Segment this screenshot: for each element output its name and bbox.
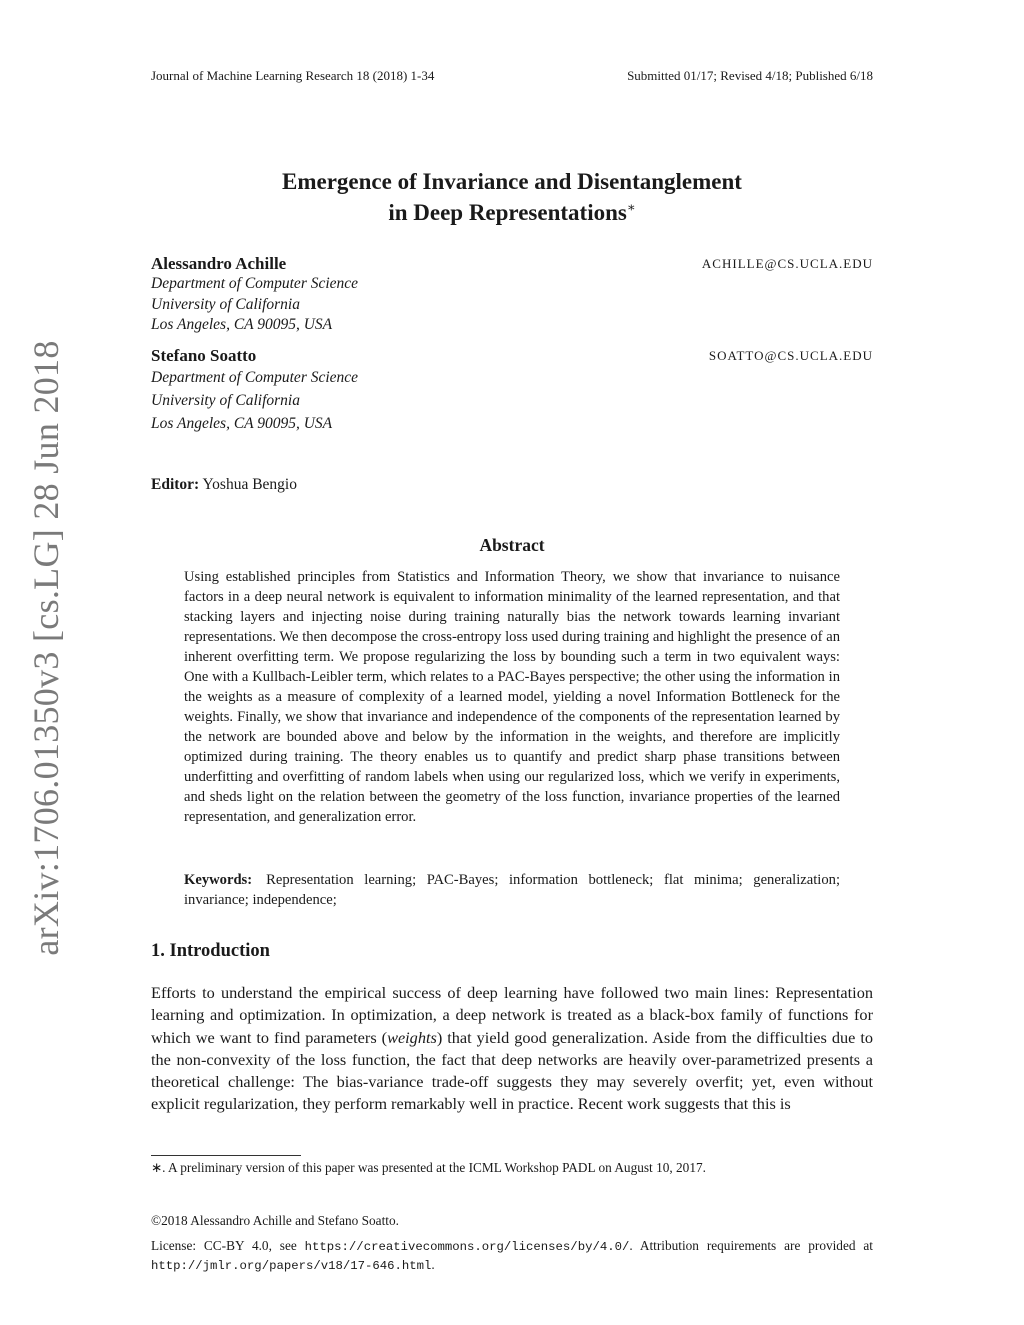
author-department: Department of Computer Science bbox=[151, 275, 359, 292]
footnote: ∗. A preliminary version of this paper was presented at the ICML Workshop PADL on August 10, 2017. bbox=[151, 1160, 706, 1175]
copyright-notice: ©2018 Alessandro Achille and Stefano Soatto. bbox=[151, 1213, 399, 1228]
arxiv-identifier[interactable]: arXiv:1706.01350v3 [cs.LG] 28 Jun 2018 bbox=[26, 340, 66, 956]
license-notice bbox=[151, 1237, 873, 1275]
journal-header: Journal of Machine Learning Research 18 (2018) 1-34 bbox=[151, 68, 435, 83]
author-block-2 bbox=[151, 346, 873, 435]
intro-italic-weights: weights bbox=[387, 1027, 437, 1047]
license-middle: . Attribution requirements are provided at bbox=[629, 1238, 873, 1253]
title-line-2 bbox=[151, 197, 873, 228]
editor-label: Editor: bbox=[151, 476, 200, 493]
author-block-1 bbox=[151, 254, 873, 336]
paper-url-link[interactable]: http://jmlr.org/papers/v18/17-646.html bbox=[151, 1259, 432, 1273]
abstract-heading: Abstract bbox=[479, 535, 545, 555]
intro-text-1: Efforts to understand the empirical success of deep learning have followed two main lines: Representation learning and optimization. In optimization, a deep network is treated as a black-box family of functions for which we want to find parameters ( bbox=[151, 983, 873, 1047]
author-location: Los Angeles, CA 90095, USA bbox=[151, 415, 333, 432]
author-email[interactable]: SOATTO@CS.UCLA.EDU bbox=[708, 348, 873, 363]
license-url-link[interactable]: https://creativecommons.org/licenses/by/4.0/ bbox=[304, 1240, 630, 1254]
title-line-1: Emergence of Invariance and Disentanglement bbox=[282, 169, 742, 194]
author-university: University of California bbox=[151, 295, 300, 313]
author-name: Alessandro Achille bbox=[151, 254, 287, 273]
introduction-paragraph bbox=[151, 982, 873, 1116]
keywords bbox=[184, 870, 840, 910]
license-suffix: . bbox=[431, 1257, 435, 1272]
section-heading-introduction: 1. Introduction bbox=[151, 941, 270, 961]
keywords-list: Representation learning; PAC-Bayes; information bottleneck; flat minima; generalization; invariance; independence; bbox=[184, 872, 840, 908]
submission-dates: Submitted 01/17; Revised 4/18; Published 6/18 bbox=[627, 68, 873, 83]
title-line-2-text: in Deep Representations bbox=[388, 200, 627, 225]
intro-text-2: ) that yield good generalization. Aside from the difficulties due to the non-convexity of the loss function, the fact that deep networks are heavily over-parametrized presents a theoretical challenge: The bias-variance trade-off suggests they may severely overfit; yet, even without explicit regularization, they perform remarkably well in practice. Recent work suggests that this is bbox=[151, 1027, 873, 1114]
author-name: Stefano Soatto bbox=[151, 346, 257, 365]
editor-line bbox=[151, 476, 297, 494]
footnote-divider bbox=[151, 1155, 301, 1156]
editor-name: Yoshua Bengio bbox=[202, 476, 297, 493]
license-prefix: License: CC-BY 4.0, see bbox=[151, 1238, 305, 1253]
abstract-text: Using established principles from Statistics and Information Theory, we show that invariance to nuisance factors in a deep neural network is equivalent to information minimality of the learned representation, and that stacking layers and injecting noise during training naturally bias the network towards learning invariant representations. We then decompose the cross-entropy loss used during training and highlight the presence of an inherent overfitting term. We propose regularizing the loss by bounding such a term in two equivalent ways: One with a Kullbach-Leibler term, which relates to a PAC-Bayes perspective; the other using the information in the weights as a measure of complexity of a learned model, yielding a novel Information Bottleneck for the weights. Finally, we show that invariance and independence of the components of the representation learned by the network are bounded above and below by the information in the weights, and therefore are implicitly optimized during training. The theory enables us to quantify and predict sharp phase transitions between underfitting and overfitting of random labels when using our regularized loss, which we verify in experiments, and sheds light on the relation between the geometry of the loss function, invariance properties of the learned representation, and generalization error. bbox=[184, 569, 840, 825]
author-department: Department of Computer Science bbox=[151, 369, 359, 386]
author-location: Los Angeles, CA 90095, USA bbox=[151, 316, 333, 333]
author-university: University of California bbox=[151, 392, 300, 409]
title-footnote-mark[interactable]: ∗ bbox=[626, 199, 636, 215]
author-email[interactable]: ACHILLE@CS.UCLA.EDU bbox=[701, 256, 873, 271]
paper-title bbox=[151, 166, 873, 228]
keywords-label: Keywords: bbox=[184, 872, 253, 888]
